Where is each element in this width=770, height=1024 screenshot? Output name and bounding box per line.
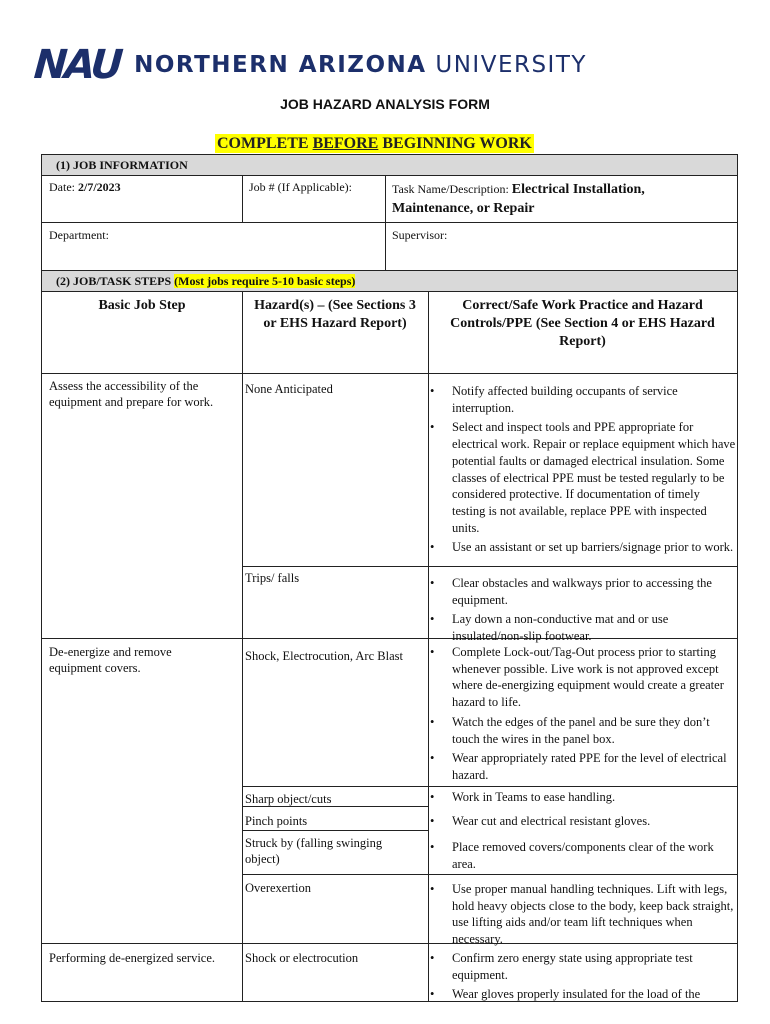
list-item: • Wear gloves properly insulated for the load of the <box>430 986 736 1003</box>
date-value: 2/7/2023 <box>78 180 121 194</box>
banner-underlined: BEFORE <box>312 135 379 152</box>
step-3-label: Performing de-energized service. <box>49 951 216 965</box>
section-1-header <box>42 155 737 176</box>
section-2-title: (2) JOB/TASK STEPS <box>56 274 175 288</box>
divider <box>42 222 737 223</box>
banner-pre: COMPLETE <box>217 135 313 152</box>
col-control-line-1: Correct/Safe Work Practice and Hazard <box>462 298 703 313</box>
date-field[interactable] <box>49 180 121 195</box>
section-1-title: (1) JOB INFORMATION <box>56 158 188 172</box>
section-2-header <box>42 271 737 292</box>
section-2-note: (Most jobs require 5-10 basic steps) <box>174 274 356 288</box>
task-name-label: Task Name/Description: <box>392 182 512 196</box>
list-item: • Confirm zero energy state using appropriate test equipment. <box>430 950 736 983</box>
hazard-struck-by <box>245 835 425 867</box>
complete-before-banner <box>215 134 534 153</box>
hazard-7-label: Overexertion <box>245 881 311 895</box>
department-field[interactable] <box>49 228 109 243</box>
list-item: • Complete Lock-out/Tag-Out process prior to starting whenever possible. Live work is not approved except where de-energizing equipment would create a greater hazard to life. <box>430 644 736 711</box>
list-item: • Watch the edges of the panel and be sure they don’t touch the wires in the panel box. <box>430 714 736 747</box>
column-header-hazard <box>242 297 428 333</box>
list-item: • Work in Teams to ease handling. <box>430 789 736 806</box>
list-item: • Notify affected building occupants of service interruption. <box>430 383 736 416</box>
logo-wordmark <box>134 46 587 84</box>
job-step-2 <box>49 644 239 676</box>
hazard-3-label: Shock, Electrocution, Arc Blast <box>245 649 403 663</box>
task-name-value-1: Electrical Installation, <box>511 182 645 197</box>
controls-list-5 <box>430 813 736 833</box>
divider <box>42 373 737 374</box>
divider <box>385 176 386 270</box>
hazard-overexertion <box>245 880 425 896</box>
col-control-line-2: Controls/PPE (See Section 4 or EHS Hazard <box>450 316 715 331</box>
task-name-field[interactable] <box>392 180 645 218</box>
controls-list-2 <box>430 575 736 648</box>
col-control-line-3: Report) <box>559 334 606 349</box>
controls-list-6 <box>430 839 736 875</box>
banner-post: BEGINNING WORK <box>378 135 532 152</box>
form-title: JOB HAZARD ANALYSIS FORM <box>280 96 490 112</box>
column-header-step <box>42 297 242 315</box>
divider <box>428 292 429 1001</box>
col-hazard-line-2: or EHS Hazard Report) <box>263 316 407 331</box>
hazard-sharp-objects <box>245 791 425 807</box>
hazard-form-table <box>41 154 738 1002</box>
list-item: • Wear cut and electrical resistant gloves. <box>430 813 736 830</box>
list-item: • Wear appropriately rated PPE for the level of electrical hazard. <box>430 750 736 783</box>
nau-logo <box>32 42 587 88</box>
hazard-shock-arc-blast <box>245 648 431 664</box>
list-item: • Lay down a non-conductive mat and or use insulated/non-slip footwear. <box>430 611 736 644</box>
step-2-line-1: De-energize and remove <box>49 645 172 659</box>
hazard-shock-electrocution <box>245 950 425 966</box>
step-1-line-1: Assess the accessibility of the <box>49 379 199 393</box>
logo-name-bold: NORTHERN ARIZONA <box>134 52 427 78</box>
supervisor-label: Supervisor: <box>392 228 448 242</box>
job-step-3 <box>49 950 245 966</box>
divider <box>242 566 737 567</box>
hazard-none-anticipated <box>245 381 425 397</box>
list-item: • Clear obstacles and walkways prior to accessing the equipment. <box>430 575 736 608</box>
hazard-6-line-2: object) <box>245 852 280 866</box>
list-item: • Use an assistant or set up barriers/signage prior to work. <box>430 539 736 556</box>
department-label: Department: <box>49 228 109 242</box>
hazard-1-label: None Anticipated <box>245 382 333 396</box>
hazard-8-label: Shock or electrocution <box>245 951 359 965</box>
hazard-2-label: Trips/ falls <box>245 571 300 585</box>
column-header-controls <box>428 297 737 351</box>
controls-list-8 <box>430 950 736 1006</box>
divider <box>242 176 243 222</box>
col-step-label: Basic Job Step <box>98 298 186 313</box>
logo-name-rest: UNIVERSITY <box>435 52 587 78</box>
controls-list-7 <box>430 881 736 951</box>
date-label: Date: <box>49 180 78 194</box>
job-step-1 <box>49 378 239 410</box>
job-number-label: Job # (If Applicable): <box>249 180 352 194</box>
hazard-4-label: Sharp object/cuts <box>245 792 332 806</box>
list-item: • Use proper manual handling techniques. Lift with legs, hold heavy objects close to the body, keep back straight, use lifting aids and/or team lift techniques when necessary. <box>430 881 736 948</box>
controls-list-1 <box>430 383 736 559</box>
step-1-line-2: equipment and prepare for work. <box>49 395 214 409</box>
col-hazard-line-1: Hazard(s) – (See Sections 3 <box>254 298 416 313</box>
logo-mark: NAU <box>32 42 122 88</box>
divider <box>242 830 428 831</box>
supervisor-field[interactable] <box>392 228 447 243</box>
divider <box>242 292 243 1001</box>
list-item: • Place removed covers/components clear of the work area. <box>430 839 736 872</box>
task-name-value-2: Maintenance, or Repair <box>392 201 535 216</box>
list-item: • Select and inspect tools and PPE appropriate for electrical work. Repair or replace equipment which have potential faults or damaged electrical insulation. Some classes of electrical PPE must be tested regularly to be considered protective. If documentation of timely testing is not available, replace PPE with inspected units. <box>430 419 736 536</box>
job-number-field[interactable] <box>249 180 352 195</box>
hazard-6-line-1: Struck by (falling swinging <box>245 836 383 850</box>
step-2-line-2: equipment covers. <box>49 661 141 675</box>
controls-list-4 <box>430 789 736 809</box>
hazard-5-label: Pinch points <box>245 814 308 828</box>
hazard-trips-falls <box>245 570 425 586</box>
controls-list-3 <box>430 644 736 787</box>
hazard-pinch-points <box>245 813 425 829</box>
